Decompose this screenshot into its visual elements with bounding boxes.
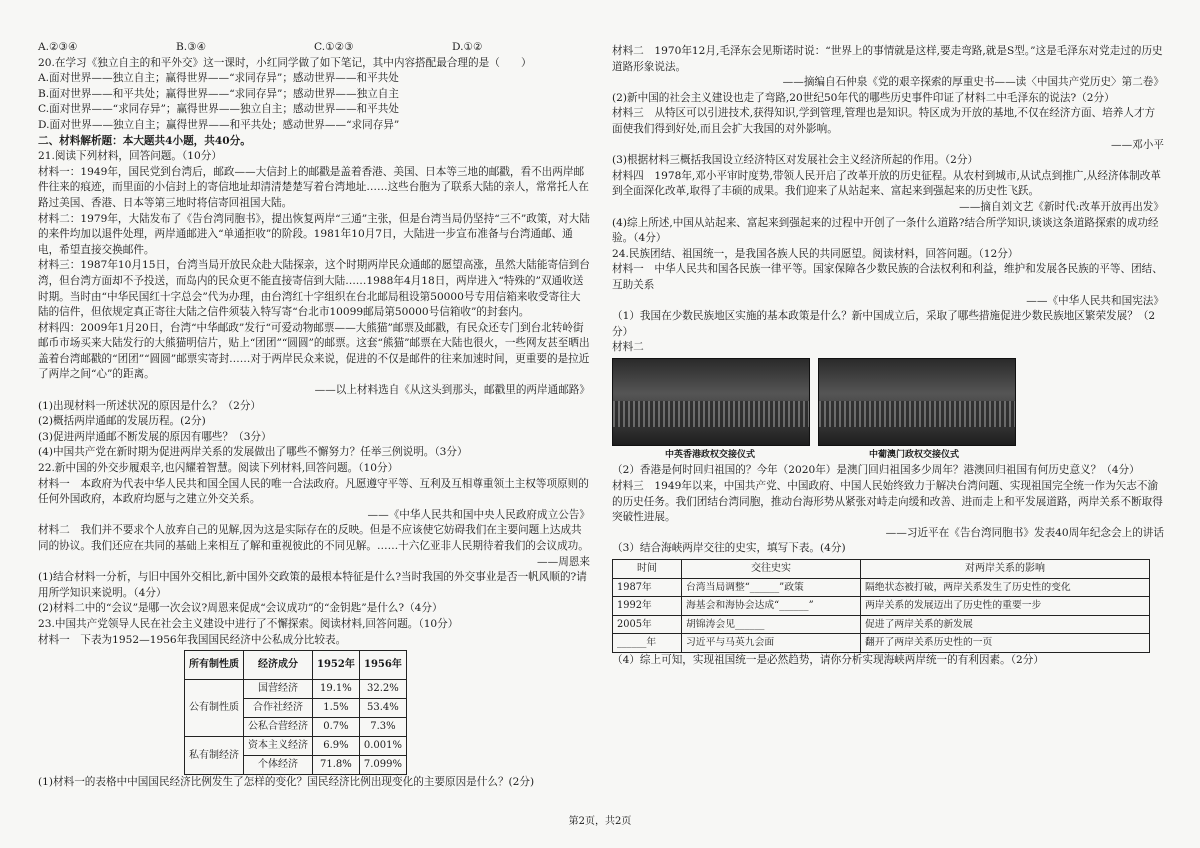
q23-title: 23.中国共产党领导人民在社会主义建设中进行了不懈探索。阅读材料,回答问题。（10分） [38,617,459,630]
econ-cell: 资本主义经济 [244,737,313,756]
q20-option-d: D.面对世界——独立自主；赢得世界——和平共处；感动世界——“求同存异” [38,118,400,131]
econ-cell: 71.8% [313,756,360,775]
q22-title: 22.新中国的外交步履艰辛,也闪耀着智慧。阅读下列材料,回答问题。（10分） [38,462,399,475]
q24-question-2: （2）香港是何时回归祖国的？今年（2020年）是澳门回归祖国多少周年？港澳回归祖国有何历史意义？（4分） [612,464,1140,477]
econ-cell: 个体经济 [244,756,313,775]
q21-question-3: (3)促进两岸通邮不断发展的原因有哪些？（3分） [38,430,272,443]
q23-material-2: 材料二 1970年12月,毛泽东会见斯诺时说：“世界上的事情就是这样,要走弯路,就是S型。”这是毛泽东对党走过的历史道路形象说法。 [612,45,1163,73]
q23-material-3: 材料三 从特区可以引进技术,获得知识,学到管理,管理也是知识。特区成为开放的基地,不仅在经济方面、培养人才方面使我们得到好处,而且会扩大我国的对外影响。 [612,107,1156,135]
q23-question-2: (2)新中国的社会主义建设也走了弯路,20世纪50年代的哪些历史事件印证了材料二中毛泽东的说法?（2分） [612,91,1115,104]
econ-group: 私有制经济 [185,737,244,775]
q24-material-3: 材料三 1949年以来，中国共产党、中国政府、中国人民始终致力于解决台湾问题、实现祖国完全统一作为矢志不渝的历史任务。我们团结台湾同胞，推动台海形势从紧张对峙走向缓和改善、进而走上和平发展道路，两岸关系不断取得突破性进展。 [612,480,1163,524]
tt-cell: 1987年 [613,578,682,597]
q20-option-b: B.面对世界——和平共处；赢得世界——“求同存异”；感动世界——独立自主 [38,87,399,100]
q21-question-2: (2)概括两岸通邮的发展历程。(2分) [38,415,206,428]
q24-question-4: （4）综上可知，实现祖国统一是必然趋势，请你分析实现海峡两岸统一的有利因素。（2分） [612,654,1044,666]
q21-title: 21.阅读下列材料，回答问题。（10分） [38,150,222,163]
tt-cell: 翻开了两岸关系历史性的一页 [861,634,1150,653]
cross-strait-table [612,559,1150,653]
tt-cell: 两岸关系的发展迈出了历史性的重要一步 [861,597,1150,616]
q21-source: ——以上材料选自《从这头到那头，邮戳里的两岸通邮路》 [314,384,590,397]
q23-question-1: (1)材料一的表格中中国国民经济比例发生了怎样的变化？国民经济比例出现变化的主要原因是什么？(2分) [38,776,535,789]
econ-cell: 7.099% [359,756,406,775]
tt-cell: 2005年 [613,615,682,634]
tt-cell: 海基会和海协会达成“______” [682,597,861,616]
q23-source-4: ——摘自刘文艺《新时代:改革开放再出发》 [959,200,1164,213]
q22-question-1: (1)结合材料一分析，与旧中国外交相比,新中国外交政策的最根本特征是什么?当时我国的外交事业是否一帆风顺的?请用所学知识来说明。（4分） [38,571,587,599]
left-column [38,40,590,791]
photo-caption-macau: 中葡澳门政权交接仪式 [868,449,959,460]
q24-material-1: 材料一 中华人民共和国各民族一律平等。国家保障各少数民族的合法权利和利益，维护和发展各民族的平等、团结、互助关系 [612,263,1163,291]
q22-question-2: (2)材料二中的“会议”是哪一次会议?周恩来促成“会议成功”的“金钥匙”是什么?（4分） [38,602,443,615]
choice-c: C.①②③ [314,41,354,53]
tt-header: 交往史实 [682,560,861,579]
econ-cell: 53.4% [359,699,406,718]
tt-cell: 胡锦涛会见______ [682,615,861,634]
econ-cell: 0.001% [359,737,406,756]
q21-material-1: 材料一：1949年，国民党到台湾后，邮政——大信封上的邮戳是盖着香港、美国、日本等三地的邮戳，看不出两岸邮件往来的痕迹，而里面的小信封上的寄信地址却清清楚楚写着台湾地址……这些台胞为了联系大陆的亲人，常常托人在路过美国、香港、日本等第三地时将信寄回祖国大陆。 [38,165,589,209]
econ-cell: 合作社经济 [244,699,313,718]
tt-cell: ______年 [613,634,682,653]
q23-material-4: 材料四 1978年,邓小平审时度势,带领人民开启了改革开放的历史征程。从农村到城市,从试点到推广,从经济体制改革到全面深化改革,取得了丰硕的成果。我们迎来了从站起来、富起来到强起来的历史性飞跃。 [612,169,1161,198]
q22-source-2: ——周恩来 [537,555,590,568]
q20-option-c: C.面对世界——“求同存异”；赢得世界——独立自主；感动世界——和平共处 [38,103,399,116]
page-footer: 第2页，共2页 [568,816,632,827]
choice-a: A.②③④ [38,41,78,53]
choice-d: D.①② [452,41,483,53]
q21-material-4: 材料四：2009年1月20日，台湾“中华邮政”发行“可爱动物邮票——大熊猫”邮票及邮戳，有民众还专门到台北转岭街邮币市场买来大陆发行的大熊猫明信片，贴上“团团”“圆圆”的邮票。这套“熊猫”邮票在大陆也很火，一些网友甚至晒出盖着台湾邮戳的“团团”“圆圆”邮票实寄封……对于两岸民众来说，促进的不仅是邮件的往来加速时间，更重要的是拉近了两岸之间“心”的距离。 [38,321,590,381]
tt-cell: 1992年 [613,597,682,616]
q21-material-2: 材料二：1979年，大陆发布了《告台湾同胞书》，提出恢复两岸“三通”主张，但是台湾当局仍坚持“三不”政策，对大陆的来件均加以退件处理，两岸通邮进入“单通拒收”的阶段。1981年10月7日，大陆进一步宣布准备与台湾通邮、通电，希望直接交换邮件。 [38,212,590,256]
right-column [612,44,1164,669]
econ-header: 经济成分 [244,651,313,680]
econ-cell: 1.5% [313,699,360,718]
q23-question-4: (4)综上所述,中国从站起来、富起来到强起来的过程中开创了一条什么道路?结合所学知识,谈谈这条道路探索的成功经验。（4分） [612,216,1159,245]
econ-cell: 32.2% [359,680,406,699]
econ-cell: 公私合营经济 [244,718,313,737]
econ-cell: 国营经济 [244,680,313,699]
hong-kong-handover-photo [612,358,810,446]
choice-b: B.③④ [176,41,207,53]
handover-photos [612,358,1164,446]
econ-group: 公有制性质 [185,680,244,737]
tt-cell: 习近平与马英九会面 [682,634,861,653]
q19-choices [38,40,590,56]
q21-material-3: 材料三：1987年10月15日，台湾当局开放民众赴大陆探亲，这个时期两岸民众通邮的愿望高涨，虽然大陆能寄信到台湾，但台湾方面却不予投送，而岛内的民众更不能直接寄信到大陆……1988年4月18日，两岸进入“特殊的”双通收送时期。当时由“中华民国红十字总会”代为办理，由台湾红十字组织在台北邮局租设第50000号专用信箱来收受寄往大陆的信件，但依规定真正寄往大陆之信件须装入特写寄“台北市10099邮局第50000号信箱收”的封套内。 [38,259,590,319]
econ-cell: 0.7% [313,718,360,737]
q21-question-4: (4)中国共产党在新时期为促进两岸关系的发展做出了哪些不懈努力？任举三例说明。（3分） [38,446,468,459]
q24-source-3: ——习近平在《告台湾同胞书》发表40周年纪念会上的讲话 [885,526,1164,539]
econ-cell: 7.3% [359,718,406,737]
econ-cell: 6.9% [313,737,360,756]
q23-source-3: ——邓小平 [1111,138,1164,151]
q23-source-2: ——摘编自石仲泉《党的艰辛探索的厚重史书——读〈中国共产党历史〉第二卷》 [782,76,1164,89]
tt-cell: 台湾当局调整“______”政策 [682,578,861,597]
q23-material-1: 材料一 下表为1952—1956年我国国民经济中公私成分比较表。 [38,633,347,646]
tt-cell: 促进了两岸关系的新发展 [861,615,1150,634]
section-heading: 二、材料解析题：本大题共4小题，共40分。 [38,134,251,147]
econ-cell: 19.1% [313,680,360,699]
q24-question-3: （3）结合海峡两岸交往的史实，填写下表。(4分) [612,542,846,555]
economy-table [184,650,407,775]
q24-title: 24.民族团结、祖国统一，是我国各族人民的共同愿望。阅读材料，回答问题。（12分） [612,247,1019,260]
q22-material-1: 材料一 本政府为代表中华人民共和国全国人民的唯一合法政府。凡愿遵守平等、互利及互相尊重领土主权等项原则的任何外国政府，本政府均愿与之建立外交关系。 [38,477,589,506]
tt-cell: 隔绝状态被打破，两岸关系发生了历史性的变化 [861,578,1150,597]
q20-option-a: A.面对世界——独立自主；赢得世界——“求同存异”；感动世界——和平共处 [38,72,399,85]
macau-handover-photo [818,358,1016,446]
q24-question-1: （1）我国在少数民族地区实施的基本政策是什么？新中国成立后，采取了哪些措施促进少数民族地区繁荣发展？（2分） [612,310,1156,338]
q24-source-1: ——《中华人民共和国宪法》 [1026,294,1164,307]
q22-source-1: ——《中华人民共和国中央人民政府成立公告》 [367,508,590,521]
q23-question-3: (3)根据材料三概括我国设立经济特区对发展社会主义经济所起的作用。（2分） [612,154,979,167]
q20-stem: 20.在学习《独立自主的和平外交》这一课时，小红同学做了如下笔记，其中内容搭配最合理的是（ ） [38,56,532,69]
tt-header: 对两岸关系的影响 [861,560,1150,579]
econ-header: 所有制性质 [185,651,244,680]
photo-captions [612,448,1164,464]
tt-header: 时间 [613,560,682,579]
q24-material-2-label: 材料二 [612,341,644,354]
q22-material-2: 材料二 我们并不要求个人放弃自己的见解,因为这是实际存在的反映。但是不应该使它妨碍我们在主要问题上达成共同的协议。我们还应在共同的基础上来相互了解和重视彼此的不同见解。……十六亿亚非人民期待着我们的会议成功。 [38,524,589,552]
econ-header: 1952年 [313,651,360,680]
photo-caption-hk: 中英香港政权交接仪式 [664,449,755,460]
q21-question-1: (1)出现材料一所述状况的原因是什么？（2分） [38,399,262,412]
econ-header: 1956年 [359,651,406,680]
